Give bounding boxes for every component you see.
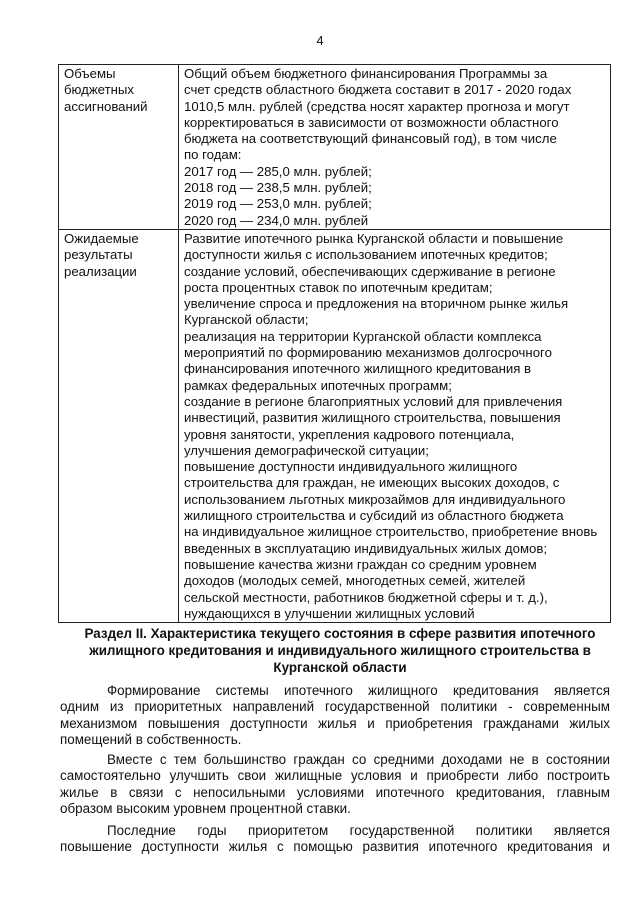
content-line: введенных в эксплуатацию индивидуальных жилых домов; xyxy=(184,540,548,556)
paragraph-line: повышение доступности жилья с помощью развития ипотечного кредитования и xyxy=(60,839,610,855)
paragraph-line: жилье в связи с непосильными условиями ипотечного кредитования, главным xyxy=(60,784,610,800)
content-line: жилищного строительства и субсидий из областного бюджета xyxy=(184,508,564,524)
label-line: Объемы xyxy=(64,66,116,81)
table-row-budget xyxy=(59,65,611,230)
page-number: 4 xyxy=(316,33,324,48)
paragraph-line: одним из приоритетных направлений государственной политики - современным xyxy=(60,699,610,715)
content-line: создание в регионе благоприятных условий для привлечения xyxy=(184,393,563,409)
content-line: использованием льготных микрозаймов для индивидуального xyxy=(184,491,566,507)
content-line: повышение доступности индивидуального жилищного xyxy=(184,459,518,475)
program-passport-table xyxy=(58,64,611,623)
content-line: рамках федеральных ипотечных программ; xyxy=(184,377,452,393)
label-line: результаты xyxy=(64,247,133,263)
content-line: создание условий, обеспечивающих сдерживание в регионе xyxy=(184,263,556,279)
paragraph-line: механизмом повышения доступности жилья и приобретения гражданами жилых xyxy=(60,715,610,731)
row-label-budget xyxy=(59,65,179,230)
content-line: мероприятий по формированию механизмов долгосрочного xyxy=(184,345,552,361)
content-line: улучшения демографической ситуации; xyxy=(184,442,429,458)
content-line: 1010,5 млн. рублей (средства носят характер прогноза и могут xyxy=(184,98,570,114)
heading-line: Курганской области xyxy=(273,660,407,675)
content-line: 2019 год — 253,0 млн. рублей; xyxy=(184,196,372,212)
heading-line: жилищного кредитования и индивидуального жилищного строительства в xyxy=(89,643,591,658)
content-line: уровня занятости, укрепления кадрового потенциала, xyxy=(184,426,515,442)
content-line: 2017 год — 285,0 млн. рублей; xyxy=(184,163,372,179)
content-line: счет средств областного бюджета составит в 2017 - 2020 годах xyxy=(184,82,572,98)
label-line: Ожидаемые xyxy=(64,230,139,246)
content-line: 2018 год — 238,5 млн. рублей; xyxy=(184,180,372,196)
content-line: финансирования ипотечного жилищного кредитования в xyxy=(184,361,532,377)
content-line: увеличение спроса и предложения на вторичном рынке жилья xyxy=(184,296,569,312)
paragraph-line: образом высоким уровнем процентной ставки. xyxy=(60,801,351,817)
section-heading xyxy=(60,625,620,676)
paragraph-line: Последние годы приоритетом государственной политики является xyxy=(107,823,610,838)
paragraph-line: самостоятельно улучшить свои жилищные условия и приобрести либо построить xyxy=(60,768,610,784)
content-line: бюджета на соответствующий финансовый год), в том числе xyxy=(184,131,557,147)
content-line: реализация на территории Курганской области комплекса xyxy=(184,328,542,344)
content-line: строительства для граждан, не имеющих высоких доходов, с xyxy=(184,475,560,491)
content-line: доходов (молодых семей, многодетных семей, жителей xyxy=(184,573,526,589)
content-line: Общий объем бюджетного финансирования Программы за xyxy=(184,66,548,81)
content-line: инвестиций, развития жилищного строительства, повышения xyxy=(184,410,561,426)
content-line: сельской местности, работников бюджетной сферы и т. д.), xyxy=(184,589,548,605)
content-line: на индивидуальное жилищное строительство, приобретение вновь xyxy=(184,524,598,540)
heading-line: Раздел II. Характеристика текущего состояния в сфере развития ипотечного xyxy=(84,626,596,641)
content-line: корректироваться в зависимости от возможности областного xyxy=(184,114,559,130)
content-line: роста процентных ставок по ипотечным кредитам; xyxy=(184,279,493,295)
content-line: Курганской области; xyxy=(184,312,309,328)
paragraph-line: помещений в собственность. xyxy=(60,732,242,748)
label-line: ассигнований xyxy=(64,98,148,114)
content-line: нуждающихся в улучшении жилищных условий xyxy=(184,605,475,621)
paragraph-1 xyxy=(60,683,610,749)
row-content-results xyxy=(179,229,611,622)
content-line: Развитие ипотечного рынка Курганской области и повышение xyxy=(184,230,564,246)
content-line: 2020 год — 234,0 млн. рублей xyxy=(184,212,369,228)
label-line: бюджетных xyxy=(64,82,134,98)
content-line: по годам: xyxy=(184,147,242,163)
content-line: повышение качества жизни граждан со средним уровнем xyxy=(184,556,537,572)
paragraph-line: Вместе с тем большинство граждан со средними доходами не в состоянии xyxy=(107,752,610,767)
paragraph-line: Формирование системы ипотечного жилищного кредитования является xyxy=(107,683,610,698)
paragraph-3 xyxy=(60,823,610,856)
content-line: доступности жилья с использованием ипотечных кредитов; xyxy=(184,247,548,263)
row-content-budget xyxy=(179,65,611,230)
paragraph-2 xyxy=(60,752,610,818)
table-row-results xyxy=(59,229,611,622)
row-label-results xyxy=(59,229,179,622)
label-line: реализации xyxy=(64,263,137,279)
